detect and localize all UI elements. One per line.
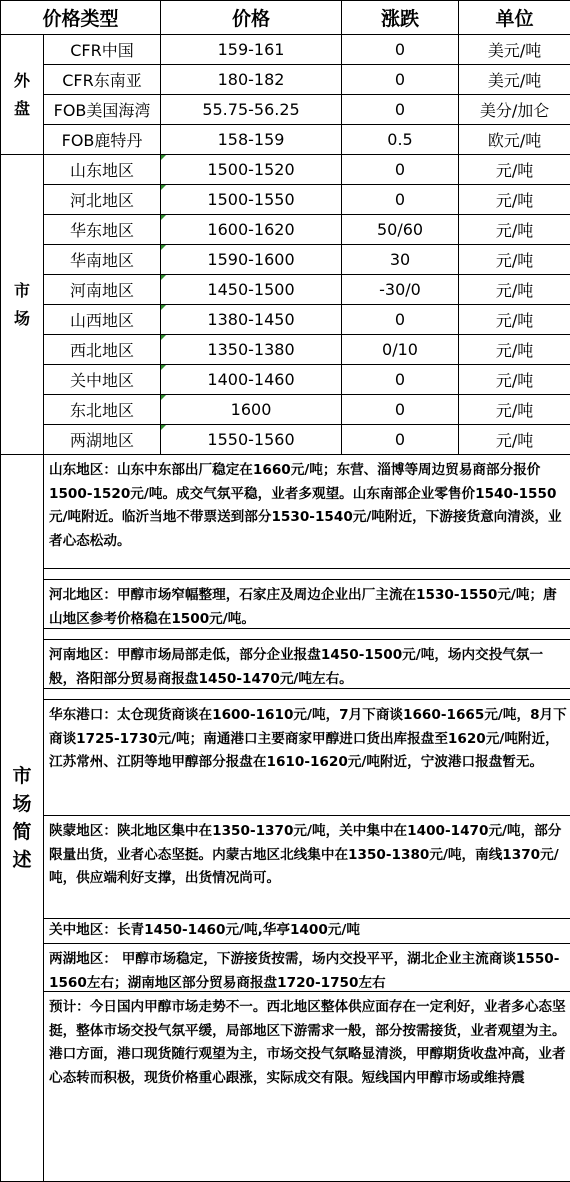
unit-cell: 欧元/吨 bbox=[459, 125, 570, 155]
region-cell: 山西地区 bbox=[44, 305, 161, 335]
change-cell: 0 bbox=[342, 65, 459, 95]
unit-cell: 元/吨 bbox=[459, 365, 570, 395]
region-cell: FOB美国海湾 bbox=[44, 95, 161, 125]
region-cell: 西北地区 bbox=[44, 335, 161, 365]
price-cell: 1600-1620 bbox=[161, 215, 342, 245]
change-cell: 0.5 bbox=[342, 125, 459, 155]
note-shaanxi-inner-mongolia: 陕蒙地区：陕北地区集中在1350-1370元/吨，关中集中在1400-1470元/吨，部分限量出货，业者心态坚挺。内蒙古地区北线集中在1350-1380元/吨，南线1370元/吨，供应端利好支撑，出货情况尚可。 bbox=[44, 816, 570, 919]
group-overseas bbox=[1, 35, 44, 155]
change-cell: 0 bbox=[342, 155, 459, 185]
change-cell: 0 bbox=[342, 185, 459, 215]
group-summary bbox=[1, 455, 44, 1182]
cell-marker bbox=[161, 215, 166, 220]
table-row bbox=[1, 275, 570, 305]
note-guanzhong: 关中地区：长青1450-1460元/吨,华亭1400元/吨 bbox=[44, 919, 570, 944]
unit-cell: 元/吨 bbox=[459, 155, 570, 185]
unit-cell: 元/吨 bbox=[459, 215, 570, 245]
price-cell: 1350-1380 bbox=[161, 335, 342, 365]
cell-marker bbox=[161, 245, 166, 250]
cell-marker bbox=[161, 425, 166, 430]
group-market-label: 市场 bbox=[12, 277, 32, 333]
change-cell: 0/10 bbox=[342, 335, 459, 365]
change-cell: 50/60 bbox=[342, 215, 459, 245]
price-cell: 1550-1560 bbox=[161, 425, 342, 455]
unit-cell: 元/吨 bbox=[459, 245, 570, 275]
header-unit: 单位 bbox=[459, 1, 570, 35]
note-east-china-port: 华东港口：太仓现货商谈在1600-1610元/吨，7月下商谈1660-1665元/吨，8月下商谈1725-1730元/吨；南通港口主要商家甲醇进口货出库报盘至1620元/吨附近，江苏常州、江阴等地甲醇部分报盘在1610-1620元/吨附近，宁波港口报盘暂无。 bbox=[44, 700, 570, 816]
summary-notes bbox=[44, 455, 570, 1182]
group-summary-label: 市场简述 bbox=[12, 762, 32, 874]
change-cell: 0 bbox=[342, 35, 459, 65]
region-cell: CFR中国 bbox=[44, 35, 161, 65]
table-row bbox=[1, 425, 570, 455]
note-henan: 河南地区：甲醇市场局部走低，部分企业报盘1450-1500元/吨，场内交投气氛一般，洛阳部分贸易商报盘1450-1470元/吨左右。 bbox=[44, 640, 570, 689]
unit-cell: 美分/加仑 bbox=[459, 95, 570, 125]
region-cell: 华南地区 bbox=[44, 245, 161, 275]
change-cell: -30/0 bbox=[342, 275, 459, 305]
cell-marker bbox=[161, 395, 166, 400]
table-row bbox=[1, 245, 570, 275]
region-cell: 河北地区 bbox=[44, 185, 161, 215]
price-cell: 1450-1500 bbox=[161, 275, 342, 305]
header-price-type: 价格类型 bbox=[1, 1, 161, 35]
change-cell: 0 bbox=[342, 305, 459, 335]
table-row bbox=[1, 95, 570, 125]
region-cell: FOB鹿特丹 bbox=[44, 125, 161, 155]
table-row bbox=[1, 365, 570, 395]
header-change: 涨跌 bbox=[342, 1, 459, 35]
cell-marker bbox=[161, 335, 166, 340]
table-row bbox=[1, 155, 570, 185]
note-divider bbox=[44, 569, 570, 580]
price-cell: 180-182 bbox=[161, 65, 342, 95]
cell-marker bbox=[161, 275, 166, 280]
table-row bbox=[1, 35, 570, 65]
note-shandong: 山东地区：山东中东部出厂稳定在1660元/吨；东营、淄博等周边贸易商部分报价1500-1520元/吨。成交气氛平稳，业者多观望。山东南部企业零售价1540-1550元/吨附近。临沂当地不带票送到部分1530-1540元/吨附近，下游接货意向清淡，业者心态松动。 bbox=[44, 455, 570, 569]
table-row bbox=[1, 215, 570, 245]
group-overseas-label: 外盘 bbox=[12, 67, 32, 123]
change-cell: 0 bbox=[342, 425, 459, 455]
unit-cell: 元/吨 bbox=[459, 275, 570, 305]
group-market bbox=[1, 155, 44, 455]
table-row bbox=[1, 395, 570, 425]
region-cell: CFR东南亚 bbox=[44, 65, 161, 95]
change-cell: 30 bbox=[342, 245, 459, 275]
change-cell: 0 bbox=[342, 95, 459, 125]
price-cell: 1600 bbox=[161, 395, 342, 425]
price-cell: 1590-1600 bbox=[161, 245, 342, 275]
table-row bbox=[1, 185, 570, 215]
region-cell: 东北地区 bbox=[44, 395, 161, 425]
unit-cell: 元/吨 bbox=[459, 425, 570, 455]
table-row bbox=[1, 335, 570, 365]
price-cell: 1400-1460 bbox=[161, 365, 342, 395]
unit-cell: 元/吨 bbox=[459, 305, 570, 335]
change-cell: 0 bbox=[342, 395, 459, 425]
table-row bbox=[1, 125, 570, 155]
unit-cell: 元/吨 bbox=[459, 395, 570, 425]
header-row bbox=[1, 1, 570, 35]
summary-row bbox=[1, 455, 570, 1182]
unit-cell: 元/吨 bbox=[459, 335, 570, 365]
region-cell: 两湖地区 bbox=[44, 425, 161, 455]
unit-cell: 美元/吨 bbox=[459, 65, 570, 95]
price-cell: 55.75-56.25 bbox=[161, 95, 342, 125]
cell-marker bbox=[161, 185, 166, 190]
table-row bbox=[1, 65, 570, 95]
region-cell: 华东地区 bbox=[44, 215, 161, 245]
unit-cell: 美元/吨 bbox=[459, 35, 570, 65]
cell-marker bbox=[161, 365, 166, 370]
note-hebei: 河北地区：甲醇市场窄幅整理，石家庄及周边企业出厂主流在1530-1550元/吨；唐山地区参考价格稳在1500元/吨。 bbox=[44, 580, 570, 629]
header-price: 价格 bbox=[161, 1, 342, 35]
region-cell: 河南地区 bbox=[44, 275, 161, 305]
cell-marker bbox=[161, 155, 166, 160]
price-cell: 1380-1450 bbox=[161, 305, 342, 335]
price-cell: 159-161 bbox=[161, 35, 342, 65]
cell-marker bbox=[161, 305, 166, 310]
table-row bbox=[1, 305, 570, 335]
region-cell: 关中地区 bbox=[44, 365, 161, 395]
note-hunan-hubei: 两湖地区： 甲醇市场稳定，下游接货按需，场内交投平平，湖北企业主流商谈1550-1560左右；湖南地区部分贸易商报盘1720-1750左右 bbox=[44, 944, 570, 992]
price-cell: 158-159 bbox=[161, 125, 342, 155]
note-forecast: 预计：今日国内甲醇市场走势不一。西北地区整体供应面存在一定利好，业者多心态坚挺，整体市场交投气氛平缓，局部地区下游需求一般，部分按需接货，业者观望为主。港口方面，港口现货随行观望为主，市场交投气氛略显清淡，甲醇期货收盘冲高，业者心态转而积极，现货价格重心跟涨，实际成交有限。短线国内甲醇市场或维持震 bbox=[44, 992, 570, 1146]
price-cell: 1500-1550 bbox=[161, 185, 342, 215]
region-cell: 山东地区 bbox=[44, 155, 161, 185]
change-cell: 0 bbox=[342, 365, 459, 395]
price-cell: 1500-1520 bbox=[161, 155, 342, 185]
unit-cell: 元/吨 bbox=[459, 185, 570, 215]
